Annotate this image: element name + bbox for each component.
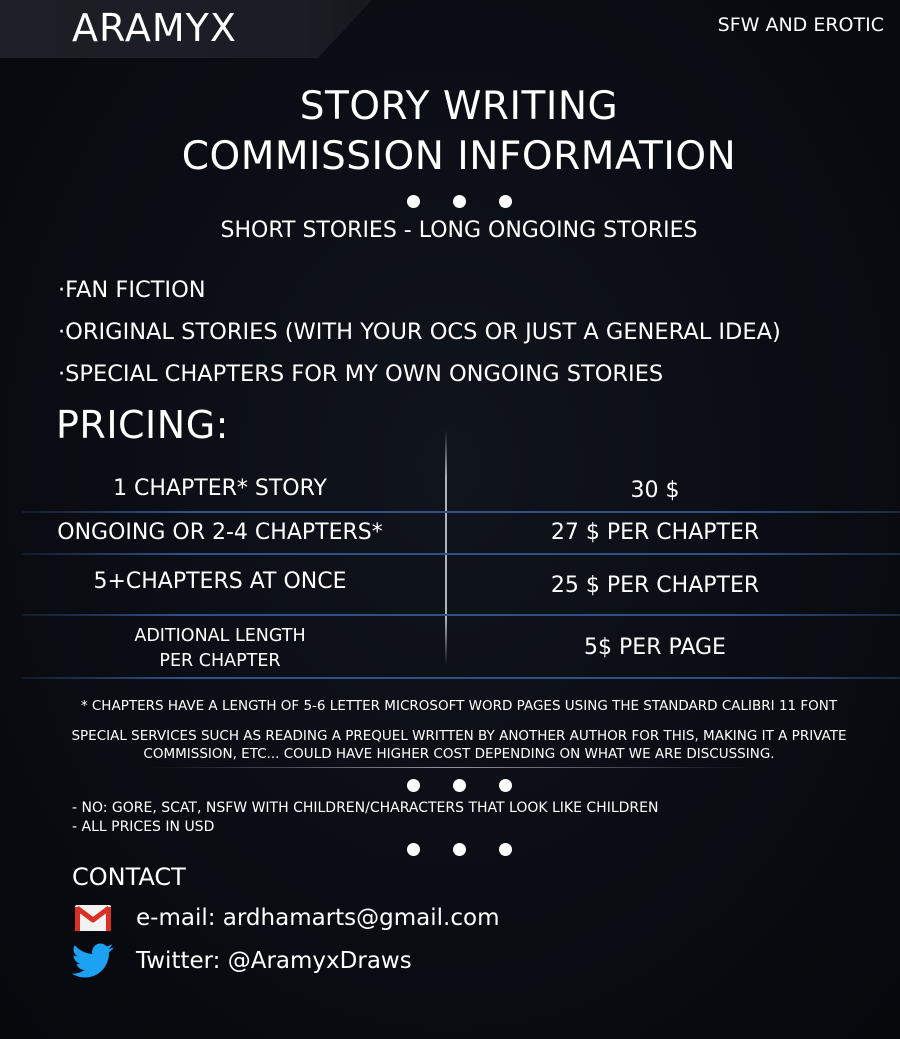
- notes-divider: [150, 767, 750, 768]
- contact-heading: CONTACT: [72, 863, 186, 891]
- twitter-bird-icon: [72, 942, 114, 980]
- gmail-icon: [72, 899, 114, 937]
- price-row-label-line: PER CHAPTER: [159, 651, 281, 671]
- offering-item: ·ORIGINAL STORIES (WITH YOUR OCS OR JUST A GENERAL IDEA): [58, 319, 781, 345]
- email-contact: [72, 898, 499, 938]
- price-row-label: 1 CHAPTER* STORY: [113, 476, 327, 501]
- special-services-note-line-2: COMMISSION, ETC... COULD HAVE HIGHER COST DEPENDING ON WHAT WE ARE DISCUSSING.: [143, 746, 775, 762]
- chapter-length-note: * CHAPTERS HAVE A LENGTH OF 5-6 LETTER MICROSOFT WORD PAGES USING THE STANDARD CALIBRI 11 FONT: [80, 698, 838, 714]
- price-row-label: ONGOING OR 2-4 CHAPTERS*: [57, 520, 383, 545]
- brand-name: ARAMYX: [72, 6, 237, 50]
- row-divider: [22, 553, 900, 555]
- price-row-label-line: ADITIONAL LENGTH: [134, 626, 306, 646]
- email-address[interactable]: e-mail: ardhamarts@gmail.com: [136, 905, 500, 931]
- dot-separator-middle: [0, 779, 900, 792]
- title-line-2: COMMISSION INFORMATION: [181, 134, 737, 179]
- subtitle: SHORT STORIES - LONG ONGOING STORIES: [220, 218, 698, 243]
- content-tagline: SFW AND EROTIC: [717, 14, 884, 36]
- pricing-heading: PRICING:: [56, 403, 229, 447]
- content-restrictions: - NO: GORE, SCAT, NSFW WITH CHILDREN/CHARACTERS THAT LOOK LIKE CHILDREN: [72, 800, 659, 816]
- twitter-contact: [72, 941, 412, 981]
- offering-item: ·SPECIAL CHAPTERS FOR MY OWN ONGOING STORIES: [58, 361, 664, 387]
- offerings-list: [58, 273, 781, 399]
- row-divider: [22, 677, 900, 679]
- price-row-label: 5+CHAPTERS AT ONCE: [93, 569, 347, 594]
- row-divider: [22, 511, 900, 513]
- row-divider: [22, 614, 900, 616]
- currency-note: - ALL PRICES IN USD: [72, 819, 215, 835]
- special-services-note-line-1: SPECIAL SERVICES SUCH AS READING A PREQUEL WRITTEN BY ANOTHER AUTHOR FOR THIS, MAKING IT A PRIVATE: [71, 728, 847, 744]
- dot-separator-bottom: [0, 843, 900, 856]
- title-line-1: STORY WRITING: [299, 84, 619, 129]
- price-row-value: 5$ PER PAGE: [584, 635, 726, 660]
- dot-separator-top: [0, 195, 900, 208]
- price-row-value: 27 $ PER CHAPTER: [550, 520, 760, 545]
- price-column-divider: [445, 430, 447, 665]
- price-row-label: [0, 624, 440, 674]
- price-row-value: 25 $ PER CHAPTER: [550, 573, 760, 598]
- price-row-value: 30 $: [630, 478, 680, 503]
- twitter-handle[interactable]: Twitter: @AramyxDraws: [136, 948, 412, 974]
- offering-item: ·FAN FICTION: [58, 277, 206, 303]
